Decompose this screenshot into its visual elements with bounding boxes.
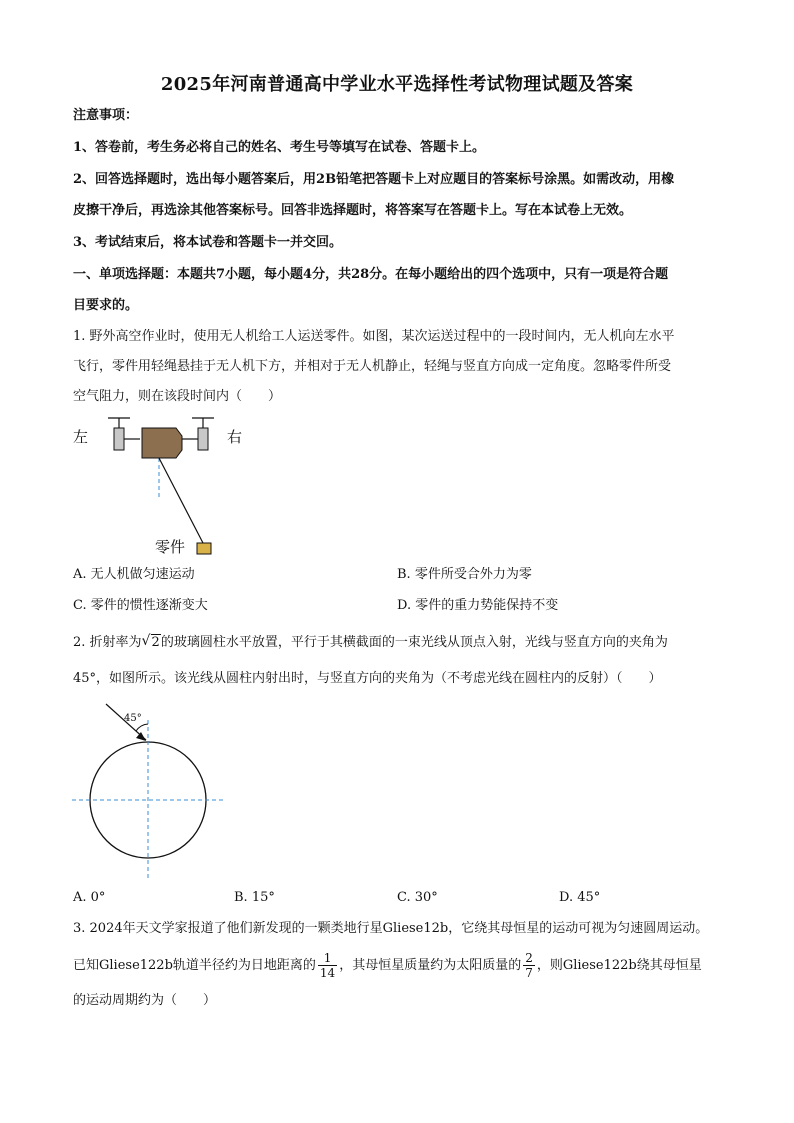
- fraction-numerator: 2: [525, 951, 533, 965]
- fraction-denominator: 7: [525, 966, 533, 980]
- q1-option-c: C. 零件的惯性逐渐变大: [73, 598, 208, 613]
- q1-line-3: 空气阻力，则在该段时间内（ ）: [73, 389, 282, 404]
- q3-line-1: 3. 2024年天文学家报道了他们新发现的一颗类地行星Gliese12b，它绕其母恒星的运动可视为匀速圆周运动。: [73, 921, 709, 936]
- notice-item-3: 3、考试结束后，将本试卷和答题卡一并交回。: [73, 235, 343, 250]
- fraction-numerator: 1: [318, 951, 337, 966]
- q2-option-d: D. 45°: [559, 890, 601, 905]
- fig-label-right: 右: [227, 428, 243, 446]
- notice-item-2b: 皮擦干净后，再选涂其他答案标号。回答非选择题时，将答案写在答题卡上。写在本试卷上无效。: [73, 203, 633, 218]
- fig-label-part: 零件: [155, 538, 186, 556]
- q2-line-1: [73, 634, 723, 652]
- section-1-line-1: 一、单项选择题：本题共7小题，每小题4分，共28分。在每小题给出的四个选项中，只有一项是符合题: [73, 267, 669, 282]
- fig-label-left: 左: [73, 428, 89, 446]
- q2-cylinder-figure: [70, 700, 230, 880]
- sqrt-radicand: 2: [151, 635, 160, 650]
- q2-option-a: A. 0°: [73, 890, 106, 905]
- q2-line-2: 45°，如图所示。该光线从圆柱内射出时，与竖直方向的夹角为（不考虑光线在圆柱内的反射）（ ）: [73, 671, 662, 686]
- fraction-two-sevenths: [523, 951, 535, 980]
- q1-line-2: 飞行，零件用轻绳悬挂于无人机下方，并相对于无人机静止，轻绳与竖直方向成一定角度。忽略零件所受: [73, 359, 672, 374]
- q1-option-b: B. 零件所受合外力为零: [397, 567, 532, 582]
- q3-line-2-start: 已知Gliese122b轨道半径约为日地距离的: [73, 958, 316, 973]
- q1-option-d: D. 零件的重力势能保持不变: [397, 598, 559, 613]
- page-title: 2025年河南普通高中学业水平选择性考试物理试题及答案: [160, 74, 634, 95]
- q3-line-2: [73, 950, 723, 982]
- fig-angle-label: 45°: [124, 713, 142, 724]
- q1-drone-figure: [70, 410, 250, 560]
- q1-option-a: A. 无人机做匀速运动: [73, 567, 195, 582]
- sqrt-expression: [142, 634, 161, 652]
- q2-option-c: C. 30°: [397, 890, 438, 905]
- q2-line-1-start: 2. 折射率为: [73, 635, 142, 650]
- section-1-line-2: 目要求的。: [73, 298, 139, 313]
- notice-item-1: 1、答卷前，考生务必将自己的姓名、考生号等填写在试卷、答题卡上。: [73, 140, 486, 155]
- q2-option-b: B. 15°: [234, 890, 275, 905]
- q3-line-3: 的运动周期约为（ ）: [73, 993, 217, 1008]
- q3-line-2-end: ，则Gliese122b绕其母恒星: [536, 958, 702, 973]
- q1-line-1: 1. 野外高空作业时，使用无人机给工人运送零件。如图，某次运送过程中的一段时间内，无人机向左水平: [73, 329, 675, 344]
- fraction-one-fourteenth: [318, 951, 337, 980]
- q2-line-1-end: 的玻璃圆柱水平放置，平行于其横截面的一束光线从顶点入射，光线与竖直方向的夹角为: [160, 635, 668, 650]
- q3-line-2-middle: ，其母恒星质量约为太阳质量的: [339, 958, 522, 973]
- fraction-denominator: 14: [319, 966, 336, 980]
- notice-heading: 注意事项：: [73, 108, 139, 123]
- notice-item-2a: 2、回答选择题时，选出每小题答案后，用2B铅笔把答题卡上对应题目的答案标号涂黑。如需改动，用橡: [73, 172, 675, 187]
